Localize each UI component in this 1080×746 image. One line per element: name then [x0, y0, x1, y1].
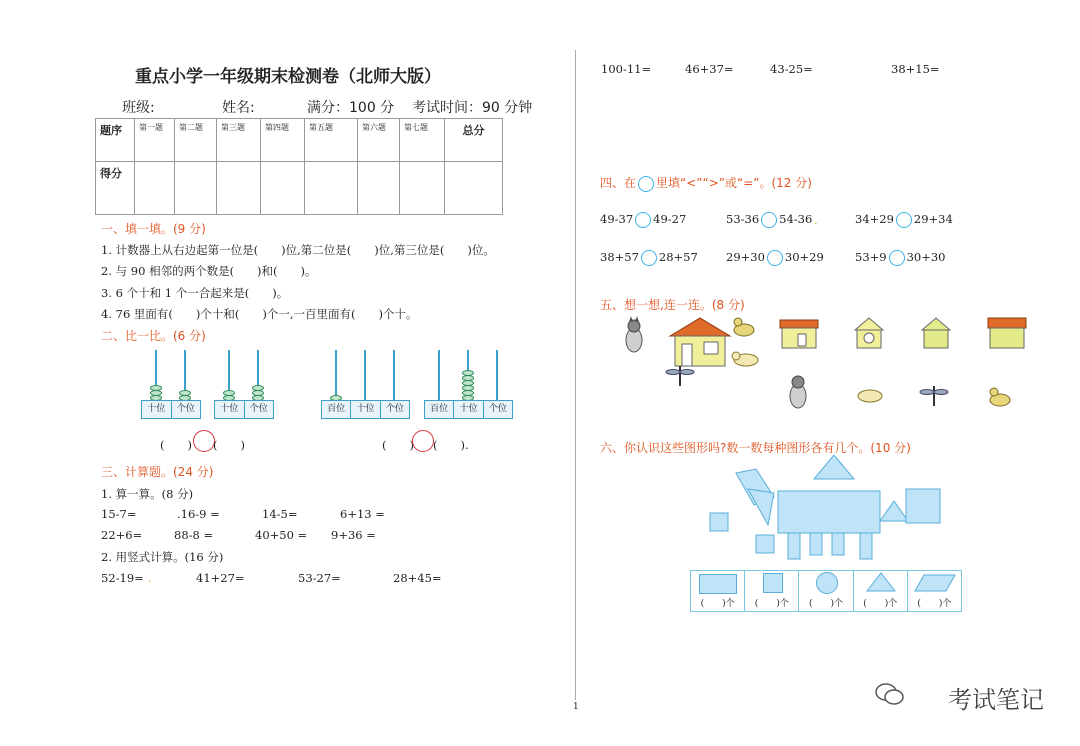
place-label: 个位 [176, 404, 195, 414]
place-label: 个位 [385, 404, 404, 414]
place-label: 百位 [322, 401, 351, 418]
shape-figure [700, 455, 950, 570]
abacus-1 [141, 350, 199, 418]
place-label: 十位 [215, 401, 245, 418]
stray-dot: . [814, 213, 818, 227]
equation: 14-5= [262, 507, 298, 521]
equation: 100-11= [601, 62, 652, 76]
count-blank[interactable]: ( )个 [917, 599, 952, 609]
equation: 88-8 = [174, 528, 214, 542]
table-header-cell: 第三题 [217, 119, 261, 162]
section-2-heading: 二、比一比。(6 分) [101, 329, 206, 343]
count-blank[interactable]: ( )个 [808, 599, 844, 609]
equation: 41+27= [196, 571, 245, 585]
compare-item: 53-36 54-36 [726, 212, 813, 226]
abacus-3 [321, 350, 408, 418]
section-3-heading: 三、计算题。(24 分) [101, 465, 214, 479]
subheading: 2. 用竖式计算。(16 分) [101, 550, 224, 564]
score-cell[interactable] [305, 162, 358, 215]
table-header-cell: 第四题 [261, 119, 305, 162]
shape-answer-row [690, 570, 962, 612]
rectangle-count-cell [691, 571, 745, 611]
matching-pictures [600, 310, 1050, 415]
compare-item: 29+30 30+29 [726, 250, 824, 264]
subheading: 1. 算一算。(8 分) [101, 487, 194, 501]
house-side-plain-icon [922, 318, 950, 348]
compare-item: 38+57 28+57 [600, 250, 698, 264]
equation: 15-7= [101, 507, 137, 521]
circle-count-cell [799, 571, 853, 611]
equation: 28+45= [393, 571, 442, 585]
place-label: 百位 [425, 401, 454, 418]
full-score-label: 满分：100 分 [307, 100, 395, 116]
answer-blank[interactable]: ( ) [160, 438, 192, 452]
question-line: 4. 76 里面有( )个十和( )个一,一百里面有( )个十。 [101, 307, 418, 321]
dragonfly-icon [920, 386, 948, 406]
table-header-cell: 题序 [96, 119, 135, 162]
place-label: 十位 [351, 401, 380, 418]
count-blank[interactable]: ( )个 [700, 599, 735, 609]
score-cell[interactable] [358, 162, 400, 215]
house-side-view-icon [855, 318, 883, 348]
section-4-heading-a: 四、在 [600, 176, 637, 190]
compare-circle[interactable] [635, 212, 651, 228]
class-label: 班级: [122, 100, 155, 116]
square-icon [763, 573, 783, 593]
cat-icon [858, 390, 882, 402]
equation: 53-27= [298, 571, 341, 585]
table-header-cell: 总分 [445, 119, 503, 162]
house-front-view-icon [780, 320, 818, 348]
answer-blank[interactable]: ( ) [213, 438, 245, 452]
score-cell[interactable] [217, 162, 261, 215]
score-cell[interactable] [400, 162, 445, 215]
score-table [95, 118, 503, 215]
rectangle-icon [699, 574, 737, 594]
compare-circle[interactable] [193, 430, 215, 452]
square-count-cell [745, 571, 799, 611]
equation: .16-9 = [177, 507, 220, 521]
abacus-4 [424, 350, 511, 418]
compare-item: 53+9 30+30 [855, 250, 946, 264]
equation: 43-25= [770, 62, 813, 76]
score-cell[interactable] [135, 162, 175, 215]
question-line: 3. 6 个十和 1 个一合起来是( )。 [101, 286, 289, 300]
score-cell[interactable] [261, 162, 305, 215]
page-title: 重点小学一年级期末检测卷（北师大版） [135, 67, 441, 87]
place-label: 个位 [488, 404, 507, 414]
triangle-count-cell [854, 571, 908, 611]
exam-time-label: 考试时间：90 分钟 [412, 100, 533, 116]
parallelogram-count-cell [908, 571, 961, 611]
house-icon [670, 318, 730, 366]
stray-dot: . [148, 571, 152, 585]
question-line: 1. 计数器上从右边起第一位是( )位,第二位是( )位,第三位是( )位。 [101, 243, 495, 257]
page-number: 1 [573, 702, 579, 712]
abacus-2 [214, 350, 272, 418]
compare-circle[interactable] [412, 430, 434, 452]
section-1-heading: 一、填一填。(9 分) [101, 222, 206, 236]
equation: 52-19= [101, 571, 144, 585]
wechat-icon [875, 681, 905, 707]
house-back-view-icon [988, 318, 1026, 348]
compare-item: 34+29 29+34 [855, 212, 953, 226]
compare-circle[interactable] [896, 212, 912, 228]
circle-icon [638, 176, 654, 192]
triangle-icon [866, 572, 896, 592]
name-label: 姓名: [222, 100, 255, 116]
answer-blank[interactable]: ( ) [382, 438, 414, 452]
table-row-label: 得分 [96, 162, 135, 215]
section-6-heading: 六、你认识这些图形吗?数一数每种图形各有几个。(10 分) [600, 441, 911, 455]
section-4-heading-b: 里填“<”“>”或“=”。(12 分) [656, 176, 812, 190]
equation: 22+6= [101, 528, 143, 542]
page-divider [575, 50, 576, 700]
duck-icon [734, 318, 754, 336]
count-blank[interactable]: ( )个 [754, 599, 789, 609]
equation: 40+50 = [255, 528, 308, 542]
place-label: 十位 [454, 401, 483, 418]
table-header-cell: 第二题 [175, 119, 217, 162]
circle-icon [816, 572, 838, 594]
count-blank[interactable]: ( )个 [863, 599, 898, 609]
compare-circle[interactable] [767, 250, 783, 266]
table-header-cell: 第五题 [305, 119, 358, 162]
table-header-cell: 第七题 [400, 119, 445, 162]
equation: 46+37= [685, 62, 734, 76]
husky-icon [626, 316, 642, 352]
table-header-cell: 第一题 [135, 119, 175, 162]
equation: 9+36 = [331, 528, 376, 542]
place-label: 十位 [142, 401, 172, 418]
duck-icon [990, 388, 1010, 406]
score-cell[interactable] [445, 162, 503, 215]
compare-item: 49-37 49-27 [600, 212, 687, 226]
equation: 6+13 = [340, 507, 385, 521]
cat-icon [732, 352, 758, 366]
parallelogram-icon [914, 574, 956, 592]
table-header-cell: 第六题 [358, 119, 400, 162]
section-5-heading: 五、想一想,连一连。(8 分) [600, 298, 745, 312]
husky-icon [790, 376, 806, 408]
answer-blank[interactable]: ( ). [433, 438, 469, 452]
compare-circle[interactable] [889, 250, 905, 266]
section-4-heading [600, 174, 812, 192]
compare-circle[interactable] [641, 250, 657, 266]
watermark-text: 考试笔记 [948, 686, 1044, 714]
question-line: 2. 与 90 相邻的两个数是( )和( )。 [101, 264, 317, 278]
compare-circle[interactable] [761, 212, 777, 228]
place-label: 个位 [249, 404, 268, 414]
score-cell[interactable] [175, 162, 217, 215]
equation: 38+15= [891, 62, 940, 76]
dragonfly-icon [666, 366, 694, 386]
